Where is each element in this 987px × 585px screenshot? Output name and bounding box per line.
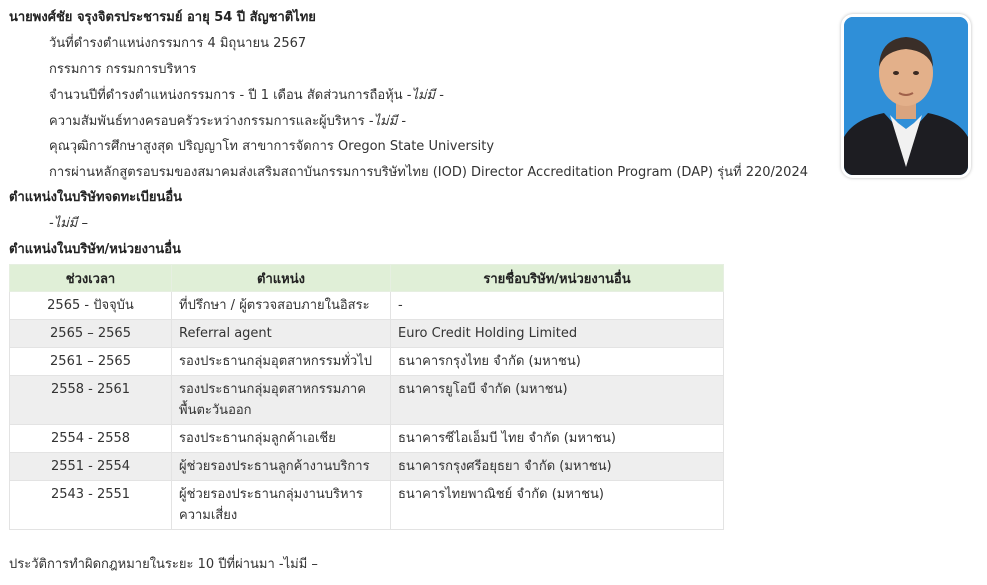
director-role: กรรมการ กรรมการบริหาร <box>49 62 197 77</box>
period-cell: 2565 - ปัจจุบัน <box>10 292 172 320</box>
appointment-date: วันที่ดำรงตำแหน่งกรรมการ 4 มิถุนายน 2567 <box>49 36 307 51</box>
tenure-suffix: - <box>435 88 444 103</box>
tenure-shareholding <box>49 86 444 106</box>
family-relationship <box>49 112 406 132</box>
company-cell: ธนาคารซีไอเอ็มบี ไทย จำกัด (มหาชน) <box>391 425 724 453</box>
company-cell: ธนาคารไทยพาณิชย์ จำกัด (มหาชน) <box>391 481 724 530</box>
legal-record: ประวัติการทำผิดกฎหมายในระยะ 10 ปีที่ผ่านมา -ไม่มี – <box>9 557 318 572</box>
position-cell: Referral agent <box>172 320 391 348</box>
period-cell: 2543 - 2551 <box>10 481 172 530</box>
training: การผ่านหลักสูตรอบรมของสมาคมส่งเสริมสถาบันกรรมการบริษัทไทย (IOD) Director Accreditation Program (DAP) รุ่นที่ 220/2024 <box>49 165 808 180</box>
table-row <box>10 453 724 481</box>
company-cell: Euro Credit Holding Limited <box>391 320 724 348</box>
tenure-value: ไม่มี <box>411 88 436 103</box>
education: คุณวุฒิการศึกษาสูงสุด ปริญญาโท สาขาการจัดการ Oregon State University <box>49 139 495 154</box>
company-cell: - <box>391 292 724 320</box>
position-cell: ที่ปรึกษา / ผู้ตรวจสอบภายในอิสระ <box>172 292 391 320</box>
company-cell: ธนาคารยูโอบี จำกัด (มหาชน) <box>391 376 724 425</box>
position-cell: ผู้ช่วยรองประธานกลุ่มงานบริหารความเสี่ยง <box>172 481 391 530</box>
period-cell: 2551 - 2554 <box>10 453 172 481</box>
period-cell: 2565 – 2565 <box>10 320 172 348</box>
table-row <box>10 425 724 453</box>
column-header-period: ช่วงเวลา <box>10 265 172 292</box>
portrait-image <box>844 17 968 175</box>
family-value: ไม่มี <box>373 114 398 129</box>
column-header-company: รายชื่อบริษัท/หน่วยงานอื่น <box>391 265 724 292</box>
tenure-text: จำนวนปีที่ดำรงตำแหน่งกรรมการ - ปี 1 เดือน สัดส่วนการถือหุ้น - <box>49 88 412 103</box>
listed-positions-value: -ไม่มี – <box>49 216 88 231</box>
column-header-position: ตำแหน่ง <box>172 265 391 292</box>
company-cell: ธนาคารกรุงศรีอยุธยา จำกัด (มหาชน) <box>391 453 724 481</box>
period-cell: 2558 - 2561 <box>10 376 172 425</box>
position-cell: รองประธานกลุ่มอุตสาหกรรมภาคพื้นตะวันออก <box>172 376 391 425</box>
table-row <box>10 348 724 376</box>
company-cell: ธนาคารกรุงไทย จำกัด (มหาชน) <box>391 348 724 376</box>
family-text: ความสัมพันธ์ทางครอบครัวระหว่างกรรมการและผู้บริหาร - <box>49 114 374 129</box>
director-photo <box>841 14 971 178</box>
position-cell: รองประธานกลุ่มอุตสาหกรรมทั่วไป <box>172 348 391 376</box>
other-positions-table <box>9 264 724 530</box>
position-cell: ผู้ช่วยรองประธานลูกค้างานบริการ <box>172 453 391 481</box>
table-row <box>10 292 724 320</box>
table-row <box>10 481 724 530</box>
director-name-line: นายพงศ์ชัย จรุงจิตรประชารมย์ อายุ 54 ปี สัญชาติไทย <box>9 10 316 25</box>
family-suffix: - <box>397 114 407 129</box>
other-positions-heading: ตำแหน่งในบริษัท/หน่วยงานอื่น <box>9 242 181 257</box>
position-cell: รองประธานกลุ่มลูกค้าเอเชีย <box>172 425 391 453</box>
period-cell: 2561 – 2565 <box>10 348 172 376</box>
table-header-row <box>10 265 724 292</box>
table-row <box>10 320 724 348</box>
table-row <box>10 376 724 425</box>
listed-positions-heading: ตำแหน่งในบริษัทจดทะเบียนอื่น <box>9 190 183 205</box>
period-cell: 2554 - 2558 <box>10 425 172 453</box>
